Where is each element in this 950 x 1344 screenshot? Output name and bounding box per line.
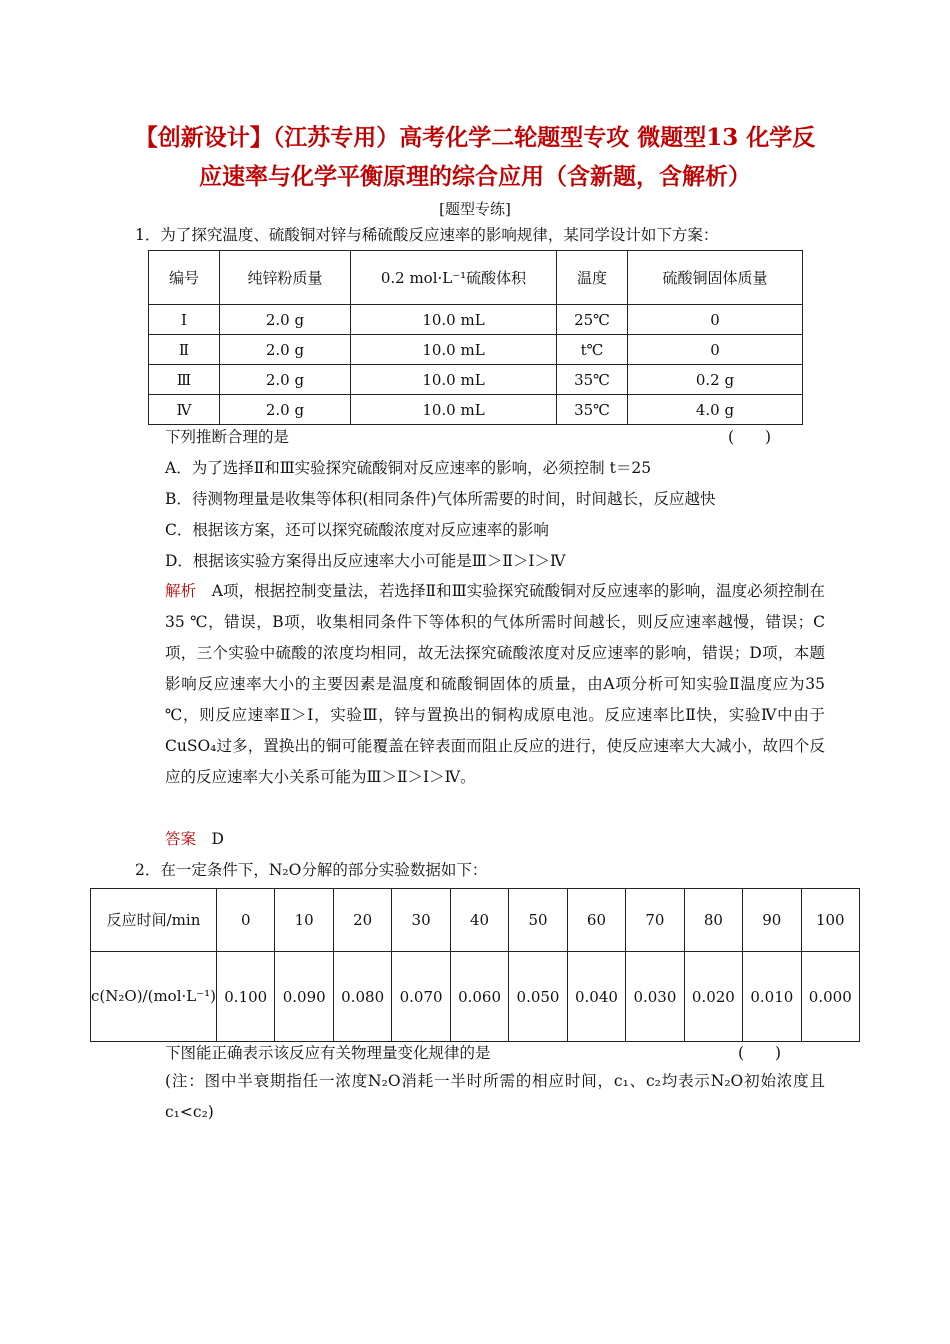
header-cell: 纯锌粉质量 bbox=[220, 251, 351, 305]
row-label-cell: c(N₂O)/(mol·L⁻¹) bbox=[91, 952, 217, 1042]
table-cell: Ⅰ bbox=[149, 305, 220, 335]
table-cell: 0.010 bbox=[743, 952, 801, 1042]
header-cell: 0.2 mol·L⁻¹硫酸体积 bbox=[351, 251, 557, 305]
q2-stem: 2．在一定条件下，N₂O分解的部分实验数据如下： bbox=[135, 861, 488, 879]
header-cell: 编号 bbox=[149, 251, 220, 305]
table-cell: 10.0 mL bbox=[351, 305, 557, 335]
table-cell: 0 bbox=[628, 335, 803, 365]
table-cell: t℃ bbox=[557, 335, 628, 365]
header-cell: 20 bbox=[333, 889, 391, 952]
q1-prompt: 下列推断合理的是 bbox=[165, 428, 290, 446]
header-cell: 90 bbox=[743, 889, 801, 952]
table-row bbox=[91, 952, 860, 1042]
header-cell: 80 bbox=[684, 889, 742, 952]
header-cell: 0 bbox=[217, 889, 275, 952]
q1-answer-bracket: ( ) bbox=[728, 428, 772, 446]
table-row bbox=[149, 395, 803, 425]
header-cell: 50 bbox=[509, 889, 567, 952]
table-cell: Ⅲ bbox=[149, 365, 220, 395]
q1-option-c: C．根据该方案，还可以探究硫酸浓度对反应速率的影响 bbox=[165, 521, 549, 539]
table-row bbox=[149, 335, 803, 365]
header-cell: 40 bbox=[450, 889, 508, 952]
table-cell: 0.050 bbox=[509, 952, 567, 1042]
q2-note: (注：图中半衰期指任一浓度N₂O消耗一半时所需的相应时间，c₁、c₂均表示N₂O初始浓度且c₁<c₂) bbox=[165, 1072, 825, 1121]
table-cell: Ⅳ bbox=[149, 395, 220, 425]
document-title bbox=[100, 118, 850, 196]
table-cell: 0.040 bbox=[567, 952, 625, 1042]
table-cell: 35℃ bbox=[557, 365, 628, 395]
analysis-label: 解析 bbox=[165, 582, 197, 600]
header-cell: 反应时间/min bbox=[91, 889, 217, 952]
table-cell: 10.0 mL bbox=[351, 395, 557, 425]
answer-label: 答案 bbox=[165, 830, 197, 848]
table-cell: Ⅱ bbox=[149, 335, 220, 365]
header-cell: 100 bbox=[801, 889, 859, 952]
table-row bbox=[149, 365, 803, 395]
title-line-2: 应速率与化学平衡原理的综合应用（含新题，含解析） bbox=[199, 163, 751, 190]
table-cell: 2.0 g bbox=[220, 365, 351, 395]
title-line-1: 【创新设计】（江苏专用）高考化学二轮题型专攻 微题型13 化学反 bbox=[134, 124, 816, 151]
q1-analysis bbox=[165, 576, 825, 793]
table-row bbox=[149, 305, 803, 335]
q1-option-a: A．为了选择Ⅱ和Ⅲ实验探究硫酸铜对反应速率的影响，必须控制 t＝25 bbox=[165, 459, 652, 477]
table-cell: 0.030 bbox=[626, 952, 684, 1042]
header-cell: 温度 bbox=[557, 251, 628, 305]
header-cell: 10 bbox=[275, 889, 333, 952]
table-cell: 4.0 g bbox=[628, 395, 803, 425]
q2-answer-bracket: ( ) bbox=[738, 1044, 782, 1062]
table-cell: 0.090 bbox=[275, 952, 333, 1042]
q1-option-d: D．根据该实验方案得出反应速率大小可能是Ⅲ＞Ⅱ＞Ⅰ＞Ⅳ bbox=[165, 552, 566, 570]
q2-prompt: 下图能正确表示该反应有关物理量变化规律的是 bbox=[165, 1044, 491, 1062]
header-cell: 30 bbox=[392, 889, 450, 952]
header-cell: 60 bbox=[567, 889, 625, 952]
q1-table bbox=[148, 250, 803, 425]
table-cell: 0.070 bbox=[392, 952, 450, 1042]
table-cell: 2.0 g bbox=[220, 395, 351, 425]
table-cell: 0.080 bbox=[333, 952, 391, 1042]
q1-stem: 1．为了探究温度、硫酸铜对锌与稀硫酸反应速率的影响规律，某同学设计如下方案： bbox=[135, 226, 719, 244]
table-cell: 2.0 g bbox=[220, 335, 351, 365]
table-cell: 0 bbox=[628, 305, 803, 335]
section-label: [题型专练] bbox=[439, 200, 511, 218]
table-header-row bbox=[91, 889, 860, 952]
answer-value: D bbox=[211, 830, 224, 848]
header-cell: 70 bbox=[626, 889, 684, 952]
table-cell: 35℃ bbox=[557, 395, 628, 425]
q2-table bbox=[90, 888, 860, 1042]
table-cell: 10.0 mL bbox=[351, 365, 557, 395]
table-cell: 0.020 bbox=[684, 952, 742, 1042]
table-cell: 0.060 bbox=[450, 952, 508, 1042]
table-cell: 0.000 bbox=[801, 952, 859, 1042]
table-cell: 0.2 g bbox=[628, 365, 803, 395]
table-cell: 10.0 mL bbox=[351, 335, 557, 365]
q1-answer bbox=[165, 828, 224, 850]
analysis-text: A项，根据控制变量法，若选择Ⅱ和Ⅲ实验探究硫酸铜对反应速率的影响，温度必须控制在35 ℃，错误，B项，收集相同条件下等体积的气体所需时间越长，则反应速率越慢，错误；C项，三个实验中硫酸的浓度均相同，故无法探究硫酸浓度对反应速率的影响，错误；D项，本题影响反应速率大小的主要因素是温度和硫酸铜固体的质量，由A项分析可知实验Ⅱ温度应为35 ℃，则反应速率Ⅱ＞Ⅰ，实验Ⅲ，锌与置换出的铜构成原电池。反应速率比Ⅱ快，实验Ⅳ中由于CuSO₄过多，置换出的铜可能覆盖在锌表面而阻止反应的进行，使反应速率大大减小，故四个反应的反应速率大小关系可能为Ⅲ＞Ⅱ＞Ⅰ＞Ⅳ。 bbox=[165, 582, 825, 786]
table-cell: 0.100 bbox=[217, 952, 275, 1042]
table-header-row bbox=[149, 251, 803, 305]
q1-option-b: B．待测物理量是收集等体积(相同条件)气体所需要的时间，时间越长，反应越快 bbox=[165, 490, 716, 508]
table-cell: 25℃ bbox=[557, 305, 628, 335]
header-cell: 硫酸铜固体质量 bbox=[628, 251, 803, 305]
table-cell: 2.0 g bbox=[220, 305, 351, 335]
